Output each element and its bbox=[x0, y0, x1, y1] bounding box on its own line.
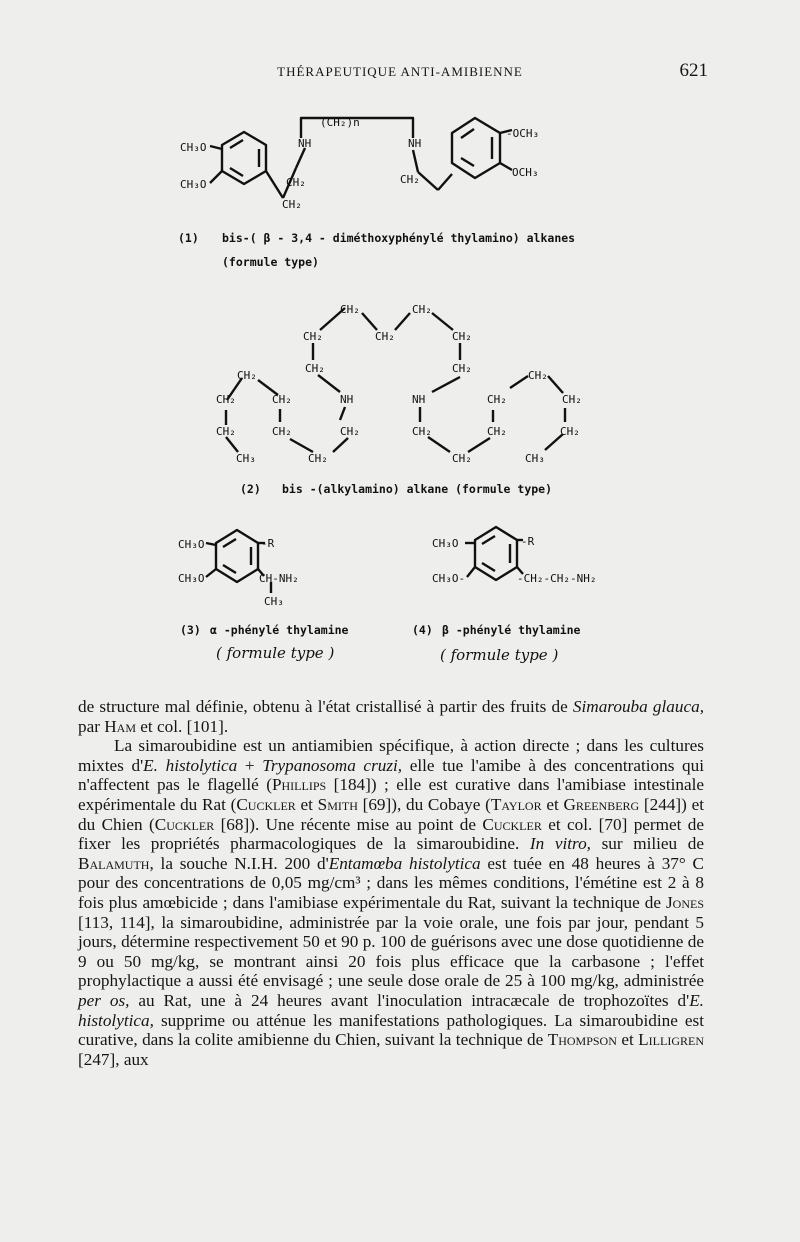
s4-handwritten-note: ( formule type ) bbox=[440, 646, 559, 664]
s1-right-benzene-ring bbox=[452, 118, 500, 178]
s3-side-chain: CH-NH₂ bbox=[259, 572, 299, 585]
s2-ch2: CH₂ bbox=[375, 330, 395, 343]
s2-ch2: CH₂ bbox=[216, 425, 236, 438]
s1-och3-top: -OCH₃ bbox=[506, 127, 540, 140]
s3-caption-number: (3) bbox=[180, 623, 201, 637]
s3-benzene-ring bbox=[216, 530, 258, 582]
s2-ch2: CH₂ bbox=[216, 393, 236, 406]
s2-ch2: CH₂ bbox=[452, 362, 472, 375]
s2-ch2: CH₂ bbox=[452, 452, 472, 465]
s3-ch3: CH₃ bbox=[264, 595, 284, 608]
running-header: THÉRAPEUTIQUE ANTI-AMIBIENNE bbox=[277, 64, 523, 79]
s1-caption-type: (formule type) bbox=[222, 255, 319, 269]
s4-ch3o-top: CH₃O bbox=[432, 537, 459, 550]
s2-caption-number: (2) bbox=[240, 482, 261, 496]
s2-ch2: CH₂ bbox=[237, 369, 257, 382]
s1-ch3o-top: CH₃O bbox=[180, 141, 207, 154]
s1-bridge-label: (CH₂)n bbox=[320, 116, 360, 129]
s4-caption: β -phénylé thylamine bbox=[442, 623, 581, 637]
s2-ch2: CH₂ bbox=[305, 362, 325, 375]
s2-ch2: CH₂ bbox=[412, 303, 432, 316]
s1-left-benzene-ring bbox=[222, 132, 266, 184]
s4-side-chain: -CH₂-CH₂-NH₂ bbox=[517, 572, 597, 585]
s2-ch2: CH₂ bbox=[487, 393, 507, 406]
s2-ch2: CH₂ bbox=[340, 303, 360, 316]
s4-benzene-ring bbox=[475, 527, 517, 580]
s2-nh-right: NH bbox=[412, 393, 426, 406]
s3-caption: α -phénylé thylamine bbox=[210, 623, 349, 637]
s2-ch2: CH₂ bbox=[308, 452, 328, 465]
s2-nh-left: NH bbox=[340, 393, 354, 406]
paragraph-2: La simaroubidine est un antiamibien spécifique, à action directe ; dans les cultures mixtes d'E. histolytica + Trypanosoma cruzi, elle tue l'amibe à des concentrations qui n'affectent pas le flagellé (Phillips [184]) ; elle est curative dans l'amibiase intestinale expérimentale du Rat (Cuckler et Smith [69]), du Cobaye (Taylor et Greenberg [244]) et du Chien (Cuckler [68]). Une récente mise au point de Cuckler et col. [70] permet de fixer les propriétés pharmacologiques de la simaroubidine. In vitro, sur milieu de Balamuth, la souche N.I.H. 200 d'Entamœba histolytica est tuée en 48 heures à 37° C pour des concentrations de 0,05 mg/cm³ ; dans les mêmes conditions, l'émétine est 2 à 8 fois plus amœbicide ; dans l'amibiase expérimentale du Rat, suivant la technique de Jones [113, 114], la simaroubidine, administrée par la voie orale, une fois par jour, pendant 5 jours, détermine respectivement 50 et 90 p. 100 de guérisons avec une dose quotidienne de 9 ou 50 mg/kg, se montrant ainsi 20 fois plus efficace que la carbasone ; l'effet prophylactique a aussi été envisagé ; une seule dose orale de 25 à 100 mg/kg, administrée per os, au Rat, une à 24 heures avant l'inoculation intracæcale de trophozoïtes d'E. histolytica, supprime ou atténue les manifestations pathologiques. La simaroubidine est curative, dans la colite amibienne du Chien, suivant la technique de Thompson et Lilligren [247], aux bbox=[78, 736, 705, 1069]
s2-ch2: CH₂ bbox=[272, 393, 292, 406]
s2-ch2: CH₂ bbox=[303, 330, 323, 343]
s2-caption: bis -(alkylamino) alkane (formule type) bbox=[282, 482, 553, 496]
s1-ch2-a: CH₂ bbox=[286, 176, 306, 189]
s1-ch3o-bottom: CH₃O bbox=[180, 178, 207, 191]
paragraph-1: de structure mal définie, obtenu à l'état cristallisé à partir des fruits de Simarouba glauca, par Ham et col. [101]. bbox=[78, 697, 704, 736]
page-number: 621 bbox=[679, 60, 708, 81]
body-text bbox=[78, 697, 704, 1069]
s4-caption-number: (4) bbox=[412, 623, 433, 637]
s1-nh-left: NH bbox=[298, 137, 312, 150]
s2-ch2: CH₂ bbox=[528, 369, 548, 382]
s2-ch2: CH₂ bbox=[562, 393, 582, 406]
s3-r: -R bbox=[261, 537, 275, 550]
s1-och3-bottom: OCH₃ bbox=[512, 166, 539, 179]
s3-handwritten-note: ( formule type ) bbox=[216, 644, 335, 662]
s1-caption: bis-( β - 3,4 - diméthoxyphénylé thylamino) alkanes bbox=[222, 231, 576, 245]
s2-ch2: CH₂ bbox=[452, 330, 472, 343]
s2-ch3-right: CH₃ bbox=[525, 452, 545, 465]
s1-ch2-c: CH₂ bbox=[400, 173, 420, 186]
s2-ch2: CH₂ bbox=[412, 425, 432, 438]
s2-ch2: CH₂ bbox=[272, 425, 292, 438]
s2-ch2: CH₂ bbox=[560, 425, 580, 438]
s4-r: -R bbox=[521, 535, 535, 548]
s2-ch2: CH₂ bbox=[340, 425, 360, 438]
s2-ch2: CH₂ bbox=[487, 425, 507, 438]
s3-ch3o-bottom: CH₃O bbox=[178, 572, 205, 585]
s2-ch3-left: CH₃ bbox=[236, 452, 256, 465]
s1-caption-number: (1) bbox=[178, 231, 199, 245]
s4-ch3o-bottom: CH₃O- bbox=[432, 572, 466, 585]
s3-ch3o-top: CH₃O bbox=[178, 538, 205, 551]
s1-ch2-b: CH₂ bbox=[282, 198, 302, 211]
s1-nh-right: NH bbox=[408, 137, 422, 150]
